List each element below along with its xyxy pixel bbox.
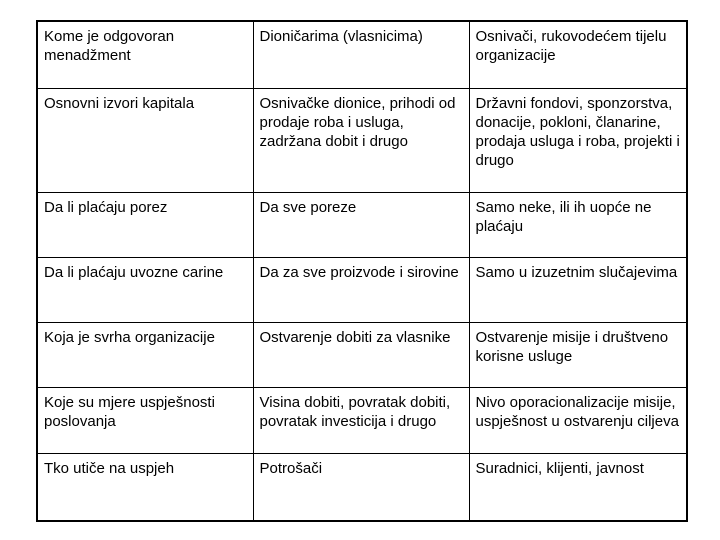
table-row — [37, 387, 687, 453]
nonprofit-org-value: Ostvarenje misije i društveno korisne usluge — [475, 328, 669, 365]
table-row — [37, 192, 687, 257]
profit-org-cell — [253, 88, 469, 192]
table-row — [37, 21, 687, 88]
row-label-cell — [37, 257, 253, 322]
nonprofit-org-cell — [469, 192, 687, 257]
row-label-cell — [37, 192, 253, 257]
table-row — [37, 88, 687, 192]
nonprofit-org-value: Osnivači, rukovodećem tijelu organizacije — [475, 28, 667, 64]
profit-org-value: Osnivačke dionice, prihodi od prodaje roba i usluga, zadržana dobit i drugo — [259, 94, 456, 150]
row-label: Koje su mjere uspješnosti poslovanja — [44, 393, 215, 430]
profit-org-cell — [253, 21, 469, 88]
row-label: Da li plaćaju uvozne carine — [44, 263, 224, 281]
row-label: Tko utiče na uspjeh — [44, 459, 175, 477]
row-label-cell — [37, 387, 253, 453]
profit-org-cell — [253, 322, 469, 387]
profit-org-value: Da za sve proizvode i sirovine — [259, 263, 459, 281]
nonprofit-org-value: Nivo oporacionalizacije misije, uspješnost u ostvarenju ciljeva — [475, 393, 679, 430]
table-row — [37, 322, 687, 387]
row-label: Kome je odgovoran menadžment — [44, 28, 175, 64]
row-label-cell — [37, 21, 253, 88]
nonprofit-org-cell — [469, 453, 687, 521]
profit-org-cell — [253, 453, 469, 521]
profit-org-value: Visina dobiti, povratak dobiti, povratak investicija i drugo — [259, 393, 451, 430]
comparison-table — [36, 20, 688, 522]
nonprofit-org-cell — [469, 88, 687, 192]
profit-org-cell — [253, 192, 469, 257]
table-row — [37, 453, 687, 521]
nonprofit-org-cell — [469, 257, 687, 322]
nonprofit-org-value: Samo neke, ili ih uopće ne plaćaju — [475, 198, 652, 235]
row-label-cell — [37, 88, 253, 192]
row-label-cell — [37, 453, 253, 521]
nonprofit-org-value: Suradnici, klijenti, javnost — [475, 459, 644, 477]
nonprofit-org-cell — [469, 21, 687, 88]
nonprofit-org-value: Samo u izuzetnim slučajevima — [475, 263, 678, 281]
profit-org-cell — [253, 257, 469, 322]
profit-org-value: Potrošači — [259, 459, 323, 477]
row-label: Da li plaćaju porez — [44, 198, 168, 216]
profit-org-value: Dioničarima (vlasnicima) — [259, 28, 423, 45]
table-row — [37, 257, 687, 322]
nonprofit-org-cell — [469, 322, 687, 387]
row-label: Koja je svrha organizacije — [44, 328, 215, 346]
row-label: Osnovni izvori kapitala — [44, 94, 195, 112]
nonprofit-org-cell — [469, 387, 687, 453]
profit-org-cell — [253, 387, 469, 453]
profit-org-value: Ostvarenje dobiti za vlasnike — [259, 328, 451, 346]
row-label-cell — [37, 322, 253, 387]
profit-org-value: Da sve poreze — [259, 198, 357, 216]
nonprofit-org-value: Državni fondovi, sponzorstva, donacije, pokloni, članarine, prodaja usluga i roba, projekti i drugo — [475, 94, 680, 169]
